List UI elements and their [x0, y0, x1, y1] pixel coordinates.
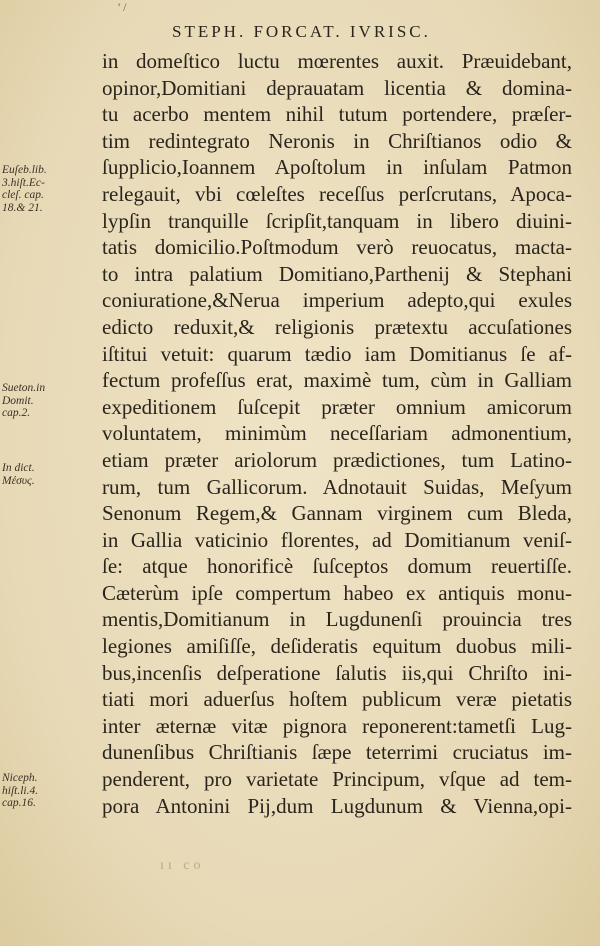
text-line: expeditionem ſuſcepit præter omnium amicorum	[102, 394, 572, 419]
text-line: coniuratione,&Nerua imperium adepto,qui exules	[102, 288, 572, 313]
text-line: Senonum Regem,& Gannam virginem cum Bleda,	[102, 501, 572, 526]
text-line: to intra palatium Domitiano,Parthenij & Stephani	[102, 261, 572, 286]
text-line: legiones amiſiſſe, deſideratis equitum duobus mili-	[102, 634, 572, 659]
text-line: in Gallia vaticinio florentes, ad Domitianum veniſ-	[102, 527, 572, 552]
text-line: tatis domicilio.Poſtmodum verò reuocatus, macta-	[102, 235, 572, 260]
text-line: tu acerbo mentem nihil tutum portendere, præſer-	[102, 102, 572, 127]
text-line: etiam præter ariolorum prædictiones, tum Latino-	[102, 447, 572, 472]
text-line: edicto reduxit,& religionis prætextu accuſationes	[102, 314, 572, 339]
text-line: mentis,Domitianum in Lugdunenſi prouincia tres	[102, 607, 572, 632]
text-line: ſupplicio,Ioannem Apoſtolum in inſulam Patmon	[102, 155, 572, 180]
text-line: lypſin tranquille ſcripſit,tanquam in libero diuini-	[102, 208, 572, 233]
text-line: inter æternæ vitæ pignora reponerent:tametſi Lug-	[102, 713, 572, 738]
text-line: tim redintegrato Neronis in Chriſtianos odio &	[102, 128, 572, 153]
margin-note-line: hiſt.li.4.	[2, 784, 39, 797]
margin-note-line: cap.16.	[2, 797, 36, 809]
margin-note-in-dict	[2, 462, 98, 487]
text-line: penderent, pro varietate Principum, vſque ad tem-	[102, 767, 572, 792]
margin-note-line: 3.hiſt.Ec-	[2, 176, 45, 189]
margin-note-line: cleſ. cap.	[2, 189, 44, 201]
text-line: rum, tum Gallicorum. Adnotauit Suidas, Meſyum	[102, 474, 572, 499]
bottom-bleed-mark: ıı co	[160, 858, 205, 873]
margin-note-line: Sueton.in	[2, 382, 46, 394]
text-line: relegauit, vbi cœleſtes receſſus perſcrutans, Apoca-	[102, 181, 572, 206]
margin-note-line: Euſeb.lib.	[2, 164, 47, 176]
text-line: opinor,Domitiani deprauatam licentia & domina-	[102, 75, 572, 100]
margin-note-line: In dict.	[2, 462, 35, 474]
margin-note-line: Μέσυς.	[2, 474, 35, 487]
text-line: dunenſibus Chriſtianis ſæpe teterrimi cruciatus im-	[102, 740, 572, 765]
body-text	[102, 48, 572, 819]
margin-note-eusebius	[2, 164, 98, 214]
margin-note-line: 18.& 21.	[2, 201, 43, 214]
text-line: Cæterùm ipſe compertum habeo ex antiquis monu-	[102, 580, 572, 605]
text-line: pora Antonini Pij,dum Lugdunum & Vienna,opi-	[102, 793, 572, 818]
margin-note-line: cap.2.	[2, 407, 31, 419]
margin-note-line: Niceph.	[2, 772, 38, 784]
text-line: iſtitui vetuit: quarum tædio iam Domitianus ſe af-	[102, 341, 572, 366]
margin-note-line: Domit.	[2, 394, 34, 407]
margin-note-nicephorus	[2, 772, 98, 810]
text-line: bus,incenſis deſperatione ſalutis iis,qui Chriſto ini-	[102, 660, 572, 685]
text-line: tiati mori aduerſus hoſtem publicum veræ pietatis	[102, 687, 572, 712]
folio-mark: ' /	[118, 0, 127, 14]
text-line: fectum profeſſus erat, maximè tum, cùm in Galliam	[102, 368, 572, 393]
margin-note-suetonius	[2, 382, 98, 420]
text-line: in domeſtico luctu mœrentes auxit. Præuidebant,	[102, 49, 572, 73]
text-line: ſe: atque honorificè ſuſceptos domum reuertiſſe.	[102, 554, 572, 579]
text-line: voluntatem, minimùm neceſſariam admonentium,	[102, 421, 572, 446]
running-head: STEPH. FORCAT. IVRISC.	[172, 22, 431, 41]
